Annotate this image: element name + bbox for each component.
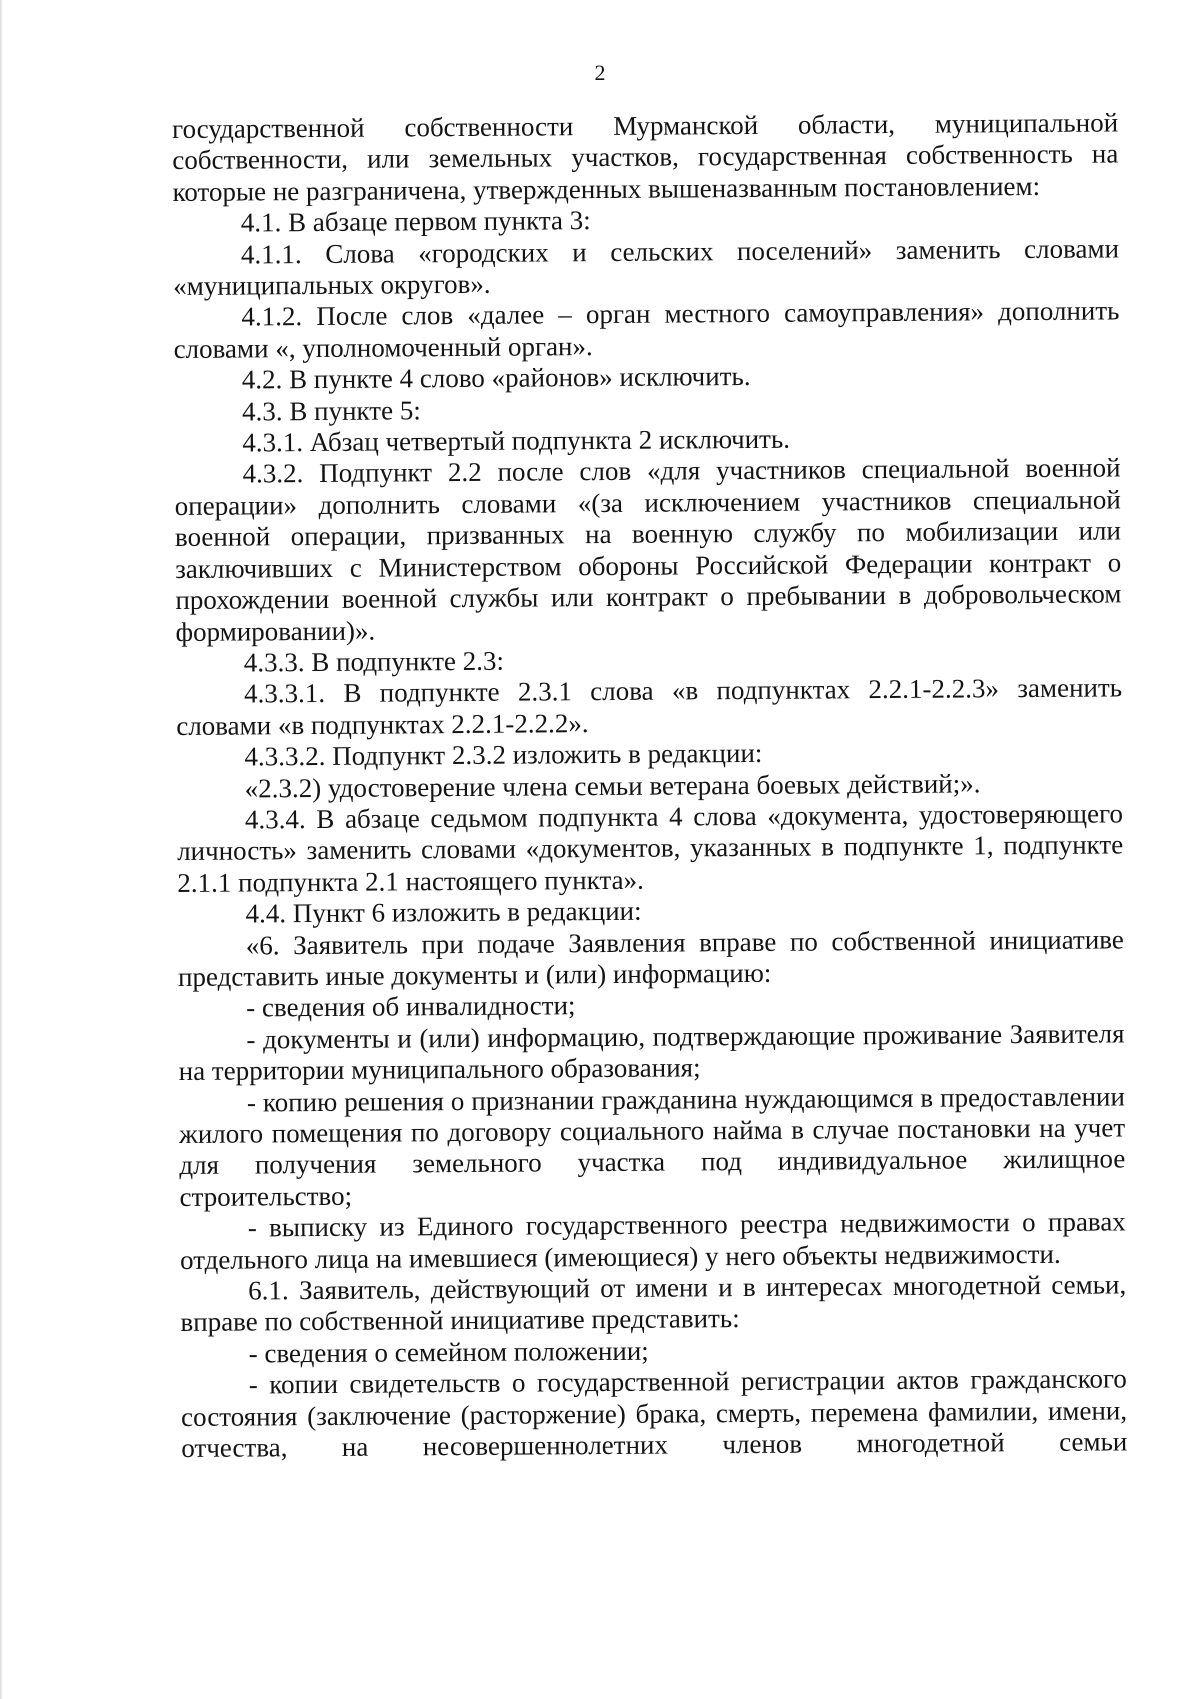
paragraph-4-1-2: 4.1.2. После слов «далее – орган местного самоуправления» дополнить словами «, уполномоченный орган». [173,295,1120,364]
paragraph-4-1: 4.1. В абзаце первом пункта 3: [240,205,591,238]
paragraph-6-1: 6.1. Заявитель, действующий от имени и в интересах многодетной семьи, вправе по собственной инициативе представить: [180,1269,1127,1338]
paragraph-2-3-2-quote: «2.3.2) удостоверение члена семьи ветерана боевых действий;». [244,767,981,804]
page-number: 2 [594,60,606,85]
paragraph-6-item-3: - копию решения о признании гражданина нуждающимся в предоставлении жилого помещения по договору социального найма в случае постановки на учет для получения земельного участка под индивидуальное жилищное строительство; [179,1080,1126,1212]
paragraph-4-3-3-2: 4.3.3.2. Подпункт 2.3.2 изложить в редакции: [244,738,763,772]
scan-edge [0,0,3,1699]
paragraph-4-3: 4.3. В пункте 5: [241,394,421,427]
paragraph-4-3-2: 4.3.2. Подпункт 2.2 после слов «для участников специальной военной операции» дополнить словами «(за исключением участников специальной военной операции, призванных на военную службу по мобилизации или заключивших с Министерством обороны Российской Федерации контракт о прохождении военной службы или контракт о пребывании в добровольческом формировании)». [174,452,1122,647]
paragraph-6-item-4: - выписку из Единого государственного реестра недвижимости о правах отдельного лица на имевшиеся (имеющиеся) у него объекты недвижимости. [179,1206,1126,1275]
paragraph-continuation: государственной собственности Мурманской области, муниципальной собственности, или земельных участков, государственная собственность на которые не разграничена, утвержденных вышеназванным постановлением: [172,107,1119,207]
paragraph-4-3-3: 4.3.3. В подпункте 2.3: [243,645,505,678]
paragraph-6-item-1: - сведения об инвалидности; [246,990,576,1023]
paragraph-4-1-1: 4.1.1. Слова «городских и сельских поселений» заменить словами «муниципальных округов». [173,233,1120,302]
paragraph-6-item-2: - документы и (или) информацию, подтверждающие проживание Заявителя на территории муниципального образования; [178,1018,1125,1087]
document-body [172,107,1127,1464]
paragraph-4-2: 4.2. В пункте 4 слово «районов» исключить. [241,361,751,395]
paragraph-4-3-3-1: 4.3.3.1. В подпункте 2.3.1 слова «в подпунктах 2.2.1-2.2.3» заменить словами «в подпунктах 2.2.1-2.2.2». [176,672,1123,741]
paragraph-6-1-item-2: - копии свидетельств о государственной регистрации актов гражданского состояния (заключение (расторжение) брака, смерть, перемена фамилии, имени, отчества, на несовершеннолетних членов многодетной семьи [180,1363,1128,1464]
paragraph-4-3-4: 4.3.4. В абзаце седьмом подпункта 4 слова «документа, удостоверяющего личность» заменить словами «документов, указанных в подпункте 1, подпункте 2.1.1 подпункта 2.1 настоящего пункта». [177,798,1124,898]
paragraph-4-3-1: 4.3.1. Абзац четвертый подпункта 2 исключить. [242,423,791,458]
paragraph-6-1-item-1: - сведения о семейном положении; [248,1335,649,1369]
paragraph-4-4: 4.4. Пункт 6 изложить в редакции: [245,895,642,929]
paragraph-6: «6. Заявитель при подаче Заявления вправе по собственной инициативе представить иные документы и (или) информацию: [177,923,1124,992]
